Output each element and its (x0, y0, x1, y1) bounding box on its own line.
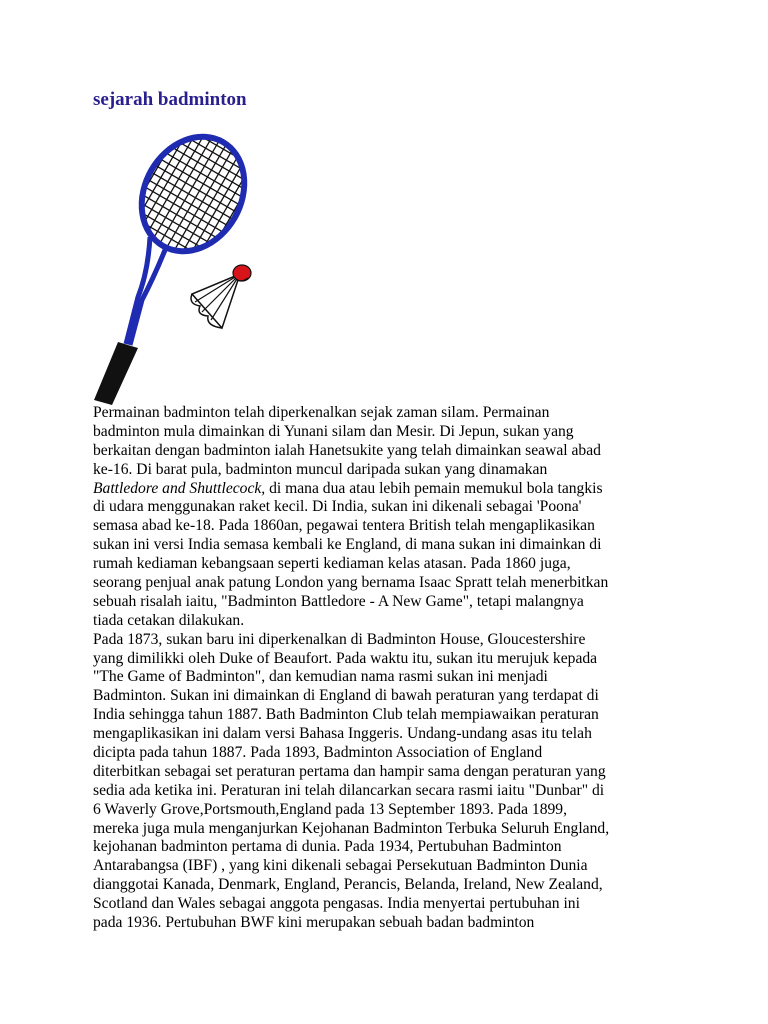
text-segment: Pada 1873, sukan baru ini diperkenalkan di Badminton House, Gloucestershire (93, 630, 586, 648)
text-line (93, 612, 693, 631)
text-segment: Permainan badminton telah diperkenalkan sejak zaman silam. Permainan (93, 404, 550, 421)
text-line (93, 744, 693, 763)
text-segment: berkaitan dengan badminton ialah Hanetsukite yang telah dimainkan seawal abad (93, 441, 601, 459)
text-line (93, 820, 693, 839)
text-line (93, 668, 693, 687)
italic-term: Battledore and Shuttlecock, (93, 479, 266, 497)
text-line (93, 536, 693, 555)
shuttlecock-icon (191, 265, 251, 328)
article-body (93, 404, 693, 933)
text-segment: di udara menggunakan raket kecil. Di India, sukan ini dikenali sebagai 'Poona' (93, 498, 582, 516)
text-segment: pada 1936. Pertubuhan BWF kini merupakan sebuah badan badminton (93, 914, 535, 932)
text-segment: "The Game of Badminton", dan kemudian nama rasmi sukan ini menjadi (93, 668, 548, 686)
text-line (93, 631, 693, 650)
text-segment: yang dimilikki oleh Duke of Beaufort. Pada waktu itu, sukan itu merujuk kepada (93, 649, 598, 667)
text-line (93, 876, 693, 895)
text-line (93, 725, 693, 744)
text-segment: rumah kediaman kebangsaan seperti kediaman kelas atasan. Pada 1860 juga, (93, 555, 571, 573)
text-segment: seorang penjual anak patung London yang bernama Isaac Spratt telah menerbitkan (93, 574, 609, 592)
text-segment: ke-16. Di barat pula, badminton muncul daripada sukan yang dinamakan (93, 460, 548, 478)
text-segment: diterbitkan sebagai set peraturan pertama dan hampir sama dengan peraturan yang (93, 762, 606, 780)
text-segment: Badminton. Sukan ini dimainkan di England di bawah peraturan yang terdapat di (93, 687, 599, 705)
text-line (93, 782, 693, 801)
badminton-illustration (90, 132, 270, 410)
text-segment: kejohanan badminton pertama di dunia. Pada 1934, Pertubuhan Badminton (93, 838, 562, 856)
text-line (93, 687, 693, 706)
text-segment: mereka juga mula menganjurkan Kejohanan Badminton Terbuka Seluruh England, (93, 819, 610, 837)
text-segment: sukan ini versi India semasa kembali ke England, di mana sukan ini dimainkan di (93, 536, 602, 554)
text-line (93, 650, 693, 669)
text-segment: semasa abad ke-18. Pada 1860an, pegawai tentera British telah mengaplikasikan (93, 517, 595, 535)
text-segment: dianggotai Kanada, Denmark, England, Perancis, Belanda, Ireland, New Zealand, (93, 876, 603, 894)
text-line (93, 461, 693, 480)
text-segment: tiada cetakan dilakukan. (93, 611, 245, 629)
text-segment: di mana dua atau lebih pemain memukul bola tangkis (265, 479, 603, 497)
text-line (93, 498, 693, 517)
text-line (93, 593, 693, 612)
text-segment: Scotland dan Wales sebagai anggota pengasas. India menyertai pertubuhan ini (93, 895, 580, 913)
text-line (93, 555, 693, 574)
text-segment: sedia ada ketika ini. Peraturan ini telah dilancarkan secara rasmi iaitu "Dunbar" di (93, 781, 605, 799)
text-segment: 6 Waverly Grove,Portsmouth,England pada 13 September 1893. Pada 1899, (93, 800, 567, 818)
text-line (93, 480, 693, 499)
text-line (93, 517, 693, 536)
text-segment: India sehingga tahun 1887. Bath Badminton Club telah mempiawaikan peraturan (93, 706, 599, 724)
text-line (93, 706, 693, 725)
text-line (93, 914, 693, 933)
page-title: sejarah badminton (93, 89, 247, 110)
text-line (93, 763, 693, 782)
text-line (93, 895, 693, 914)
text-line (93, 838, 693, 857)
text-line (93, 442, 693, 461)
text-segment: sebuah risalah iaitu, "Badminton Battledore - A New Game", tetapi malangnya (93, 592, 584, 610)
text-segment: mengaplikasikan ini dalam versi Bahasa Inggeris. Undang-undang asas itu telah (93, 725, 592, 743)
text-line (93, 574, 693, 593)
text-segment: dicipta pada tahun 1887. Pada 1893, Badminton Association of England (93, 744, 543, 762)
text-segment: badminton mula dimainkan di Yunani silam dan Mesir. Di Jepun, sukan yang (93, 422, 574, 440)
text-segment: Antarabangsa (IBF) , yang kini dikenali sebagai Persekutuan Badminton Dunia (93, 857, 588, 875)
text-line (93, 801, 693, 820)
text-line (93, 857, 693, 876)
text-line (93, 423, 693, 442)
text-line (93, 404, 693, 423)
